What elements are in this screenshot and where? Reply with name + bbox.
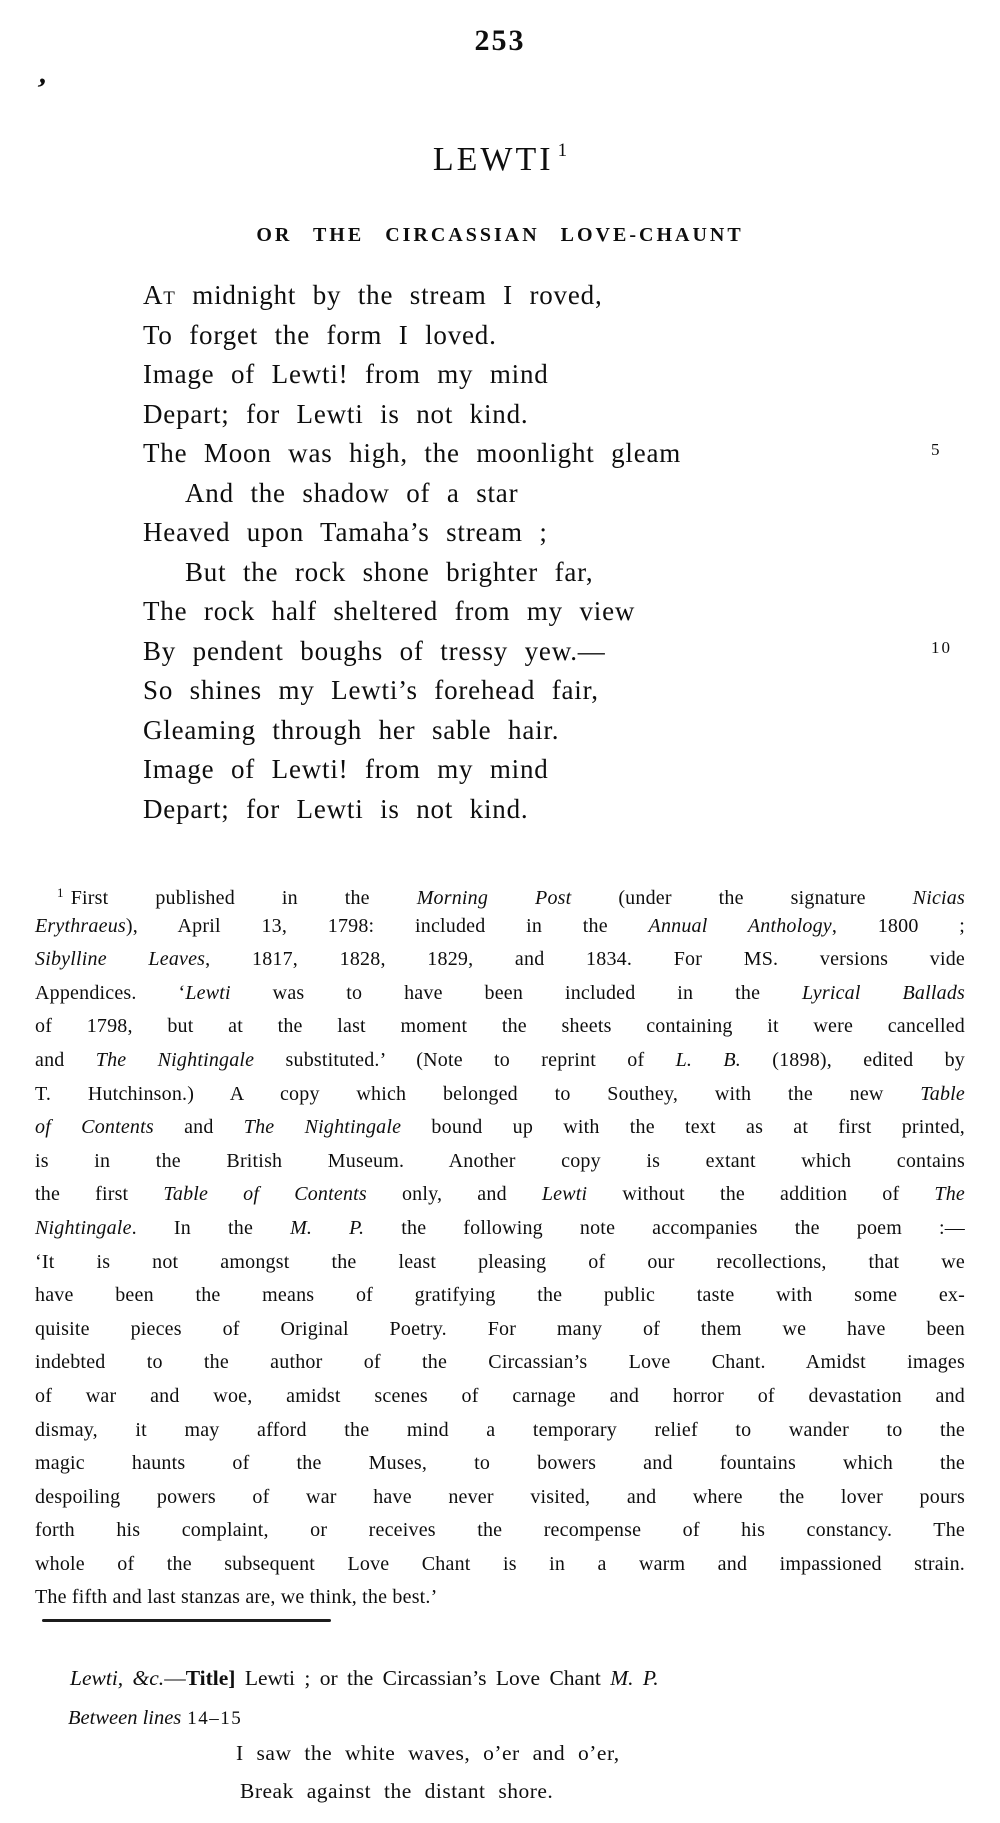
footnote-line [35,977,965,1011]
text: dismay, it may afford the mind a temporary relief to wander to the [35,1418,965,1441]
italic-text: Table of Contents [163,1183,367,1206]
footnote-marker: 1 [57,885,64,900]
text: despoiling powers of war have never visited, and where the lover pours [35,1485,965,1508]
italic-text: Sibylline Leaves [35,948,206,971]
poem-subtitle: OR THE CIRCASSIAN LOVE-CHAUNT [256,224,744,246]
text: First published in the [70,887,417,909]
text: is in the British Museum. Another copy is extant which contains [35,1149,965,1172]
italic-text: Lyrical Ballads [802,981,965,1004]
text: quisite pieces of Original Poetry. For many of them we have been [35,1317,965,1340]
text: Appendices. ‘ [35,981,186,1004]
text: (under the signature [571,887,913,909]
poem-line: The Moon was high, the moonlight gleam 5 [143,438,942,468]
text: of war and woe, amidst scenes of carnage and horror of devastation and [35,1384,965,1407]
poem-line: Image of Lewti! from my mind [143,359,549,389]
text: . In the [131,1216,291,1239]
footnote-line [35,1111,965,1145]
text: — [164,1666,186,1690]
italic-text: Morning Post [416,887,572,909]
footnote-line [35,876,965,910]
text: ‘It is not amongst the least pleasing of our recollections, that we [35,1250,965,1273]
italic-text: Nicias [912,887,965,909]
italic-text: Erythraeus [35,914,126,937]
text: was to have been included in the [230,981,803,1004]
apparatus-quote-line: Break against the distant shore. [240,1779,554,1803]
text: , 1800 ; [831,914,965,937]
poem-line: Depart; for Lewti is not kind. [143,398,529,429]
italic-text: The Nightingale [95,1048,255,1071]
italic-text: M. P. [290,1216,365,1239]
apparatus-quote-line: I saw the white waves, o’er and o’er, [236,1741,620,1765]
footnote-line [35,1145,965,1179]
between-lines-label: Between lines [68,1707,182,1729]
text: Lewti ; or the Circassian’s Love Chant [244,1666,611,1690]
poem-line: So shines my Lewti’s forehead fair, [143,675,599,705]
footnote-line [35,1447,965,1481]
poem-line: Heaved upon Tamaha’s stream ; [143,517,548,547]
text: magic haunts of the Muses, to bowers and fountains which the [35,1452,965,1475]
poem [143,276,973,829]
title-footnote-ref: 1 [557,140,568,161]
text: , 1817, 1828, 1829, and 1834. For MS. versions vide [205,948,965,971]
footnote-line [35,1212,965,1246]
text: of 1798, but at the last moment the sheets containing it were cancelled [35,1015,965,1038]
footnote-line [35,1279,965,1313]
italic-text: M. P. [610,1666,659,1690]
text: the following note accompanies the poem :— [364,1216,965,1239]
text: and [35,1048,96,1071]
between-lines-range: 14–15 [187,1708,243,1729]
poem-title [0,140,1000,179]
footnote-line [35,1010,965,1044]
text: T. Hutchinson.) A copy which belonged to Southey, with the new [35,1082,921,1105]
text: and [153,1116,244,1139]
footnote-line [35,1346,965,1380]
small-caps-lead: At [143,280,176,310]
footnote-line [35,1380,965,1414]
footnote-line [35,1581,965,1615]
footnote-line [35,1178,965,1212]
page-number: 253 [474,24,526,57]
text: have been the means of gratifying the public taste with some ex- [35,1284,965,1307]
poem-line: But the rock shone brighter far, [185,556,594,587]
poem-line: And the shadow of a star [185,477,519,508]
footnote-line [35,1078,965,1112]
text: substituted.’ (Note to reprint of [254,1048,676,1071]
footnote-line [35,943,965,977]
footnote-line [35,1481,965,1515]
footnote-line [35,1246,965,1280]
footnote-line [35,1514,965,1548]
italic-text: Annual Anthology [648,914,832,937]
footnote-line [35,910,965,944]
poem-line: Image of Lewti! from my mind [143,754,549,784]
stray-ink-mark: ’ [30,71,48,106]
italic-text: The [934,1183,965,1206]
poem-line: At midnight by the stream I roved, [143,280,603,310]
text: forth his complaint, or receives the recompense of his constancy. The [35,1519,965,1542]
poem-line: The rock half sheltered from my view [143,596,636,626]
text: indebted to the author of the Circassian’s Love Chant. Amidst images [35,1351,965,1374]
bold-text: Title] [185,1666,245,1690]
italic-text: The Nightingale [243,1116,402,1139]
italic-text: Nightingale [35,1216,132,1239]
poem-line: Depart; for Lewti is not kind. [143,793,529,824]
apparatus-divider-rule [42,1619,331,1622]
footnote-line [35,1044,965,1078]
text: ), April 13, 1798: included in the [125,914,649,937]
poem-line: By pendent boughs of tressy yew.— 10 [143,635,952,666]
apparatus-between-lines [68,1707,242,1730]
text: only, and [366,1183,542,1206]
italic-text: of Contents [35,1116,154,1139]
italic-text: Lewti [185,981,231,1004]
footnote-line [35,1548,965,1582]
italic-text: Lewti, &c. [70,1666,165,1690]
poem-line-number: 5 [931,440,942,459]
text: the first [35,1183,164,1206]
text: without the addition of [587,1183,935,1206]
poem-title-text: LEWTI [432,141,554,178]
poem-line: To forget the form I loved. [143,319,497,350]
footnote-line [35,1313,965,1347]
text: The fifth and last stanzas are, we think, the best.’ [35,1586,438,1609]
text: whole of the subsequent Love Chant is in a warm and impassioned strain. [35,1552,965,1575]
poem-line-number: 10 [931,637,952,657]
poem-line: Gleaming through her sable hair. [143,714,560,745]
text: bound up with the text as at first printed, [401,1116,965,1139]
apparatus-title-line [70,1666,659,1691]
italic-text: L. B. [675,1048,741,1071]
text: (1898), edited by [740,1048,965,1071]
footnote [35,876,965,1615]
footnote-line [35,1414,965,1448]
italic-text: Table [920,1082,965,1105]
italic-text: Lewti [541,1183,588,1206]
